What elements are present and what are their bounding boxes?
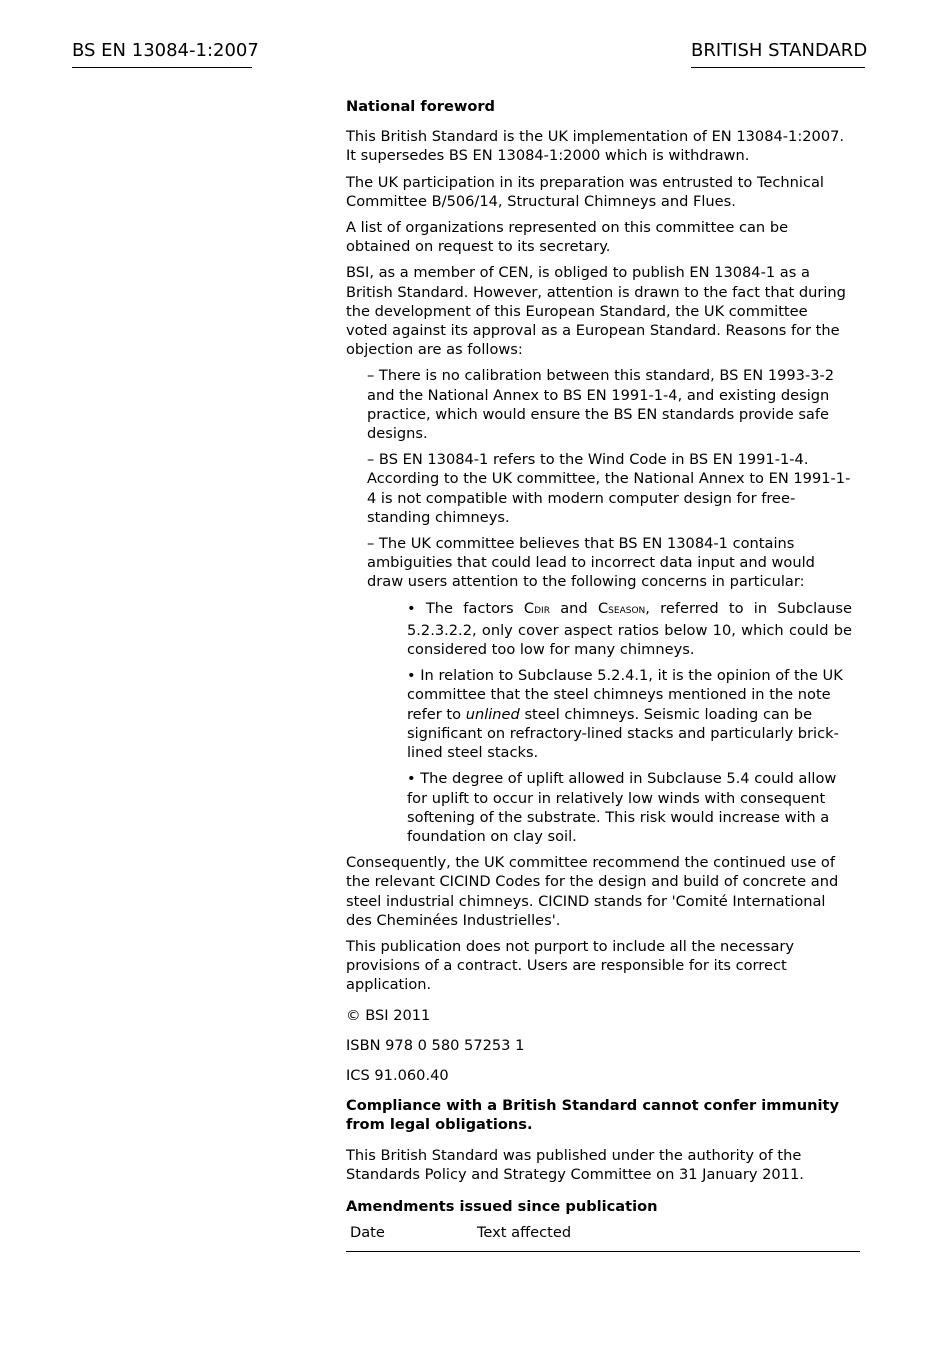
standard-type-label: BRITISH STANDARD [691, 39, 865, 68]
amendments-column-date: Date [350, 1224, 385, 1242]
concern-item-uplift: • The degree of uplift allowed in Subclause 5.4 could allow for uplift to occur in relatively low winds with consequent softening of the substrate. This risk would increase with a foundation on clay soil. [407, 770, 837, 845]
paragraph-implementation: This British Standard is the UK implementation of EN 13084-1:2007. It supersedes BS EN 13084-1:2000 which is withdrawn. [346, 128, 845, 165]
amendments-column-text: Text affected [477, 1224, 572, 1242]
paragraph-authority: This British Standard was published under the authority of the Standards Policy and Strategy Committee on 31 January 2011. [346, 1146, 804, 1183]
copyright: © BSI 2011 [346, 1006, 431, 1024]
paragraph-organizations: A list of organizations represented on this committee can be obtained on request to its secretary. [346, 219, 798, 256]
page-title: National foreword [346, 98, 496, 115]
amendments-table [346, 1223, 860, 1252]
amendments-title: Amendments issued since publication [346, 1197, 658, 1215]
objection-item-wind-code: – BS EN 13084-1 refers to the Wind Code in BS EN 1991-1-4. According to the UK committee, the National Annex to EN 1991-1-4 is not compatible with modern computer design for free-standing chimneys. [367, 451, 851, 526]
paragraph-cicind: Consequently, the UK committee recommend the continued use of the relevant CICIND Codes for the design and build of concrete and steel industrial chimneys. CICIND stands for 'Comité International des Cheminées Industrielles'. [346, 854, 839, 929]
paragraph-contract: This publication does not purport to include all the necessary provisions of a contract. Users are responsible for its correct application. [346, 937, 795, 994]
compliance-notice: Compliance with a British Standard cannot confer immunity from legal obligations. [346, 1097, 839, 1134]
ics: ICS 91.060.40 [346, 1066, 449, 1084]
paragraph-participation: The UK participation in its preparation was entrusted to Technical Committee B/506/14, Structural Chimneys and Flues. [346, 173, 824, 210]
standard-code: BS EN 13084-1:2007 [72, 39, 252, 68]
isbn: ISBN 978 0 580 57253 1 [346, 1036, 525, 1054]
objection-item-calibration: – There is no calibration between this standard, BS EN 1993-3-2 and the National Annex to BS EN 1991-1-4, and existing design practice, which would ensure the BS EN standards provide safe designs. [367, 367, 835, 443]
objection-item-ambiguities: – The UK committee believes that BS EN 13084-1 contains ambiguities that could lead to incorrect data input and would draw users attention to the following concerns in particular: [367, 535, 815, 591]
concern-item-factors: • The factors CDIR and CSEASON, referred to in Subclause 5.2.3.2.2, only cover aspect ratios below 10, which could be considered too low for many chimneys. [407, 599, 853, 659]
paragraph-objection: BSI, as a member of CEN, is obliged to publish EN 13084-1 as a British Standard. However, attention is drawn to the fact that during the development of this European Standard, the UK committee voted against its approval as a European Standard. Reasons for the objection are as follows: [346, 264, 846, 359]
national-foreword [346, 97, 852, 1252]
concern-item-seismic: • In relation to Subclause 5.2.4.1, it is the opinion of the UK committee that the steel chimneys mentioned in the note refer to unlined steel chimneys. Seismic loading can be significant on refractory-lined stacks and particularly brick-lined steel stacks. [407, 667, 843, 762]
